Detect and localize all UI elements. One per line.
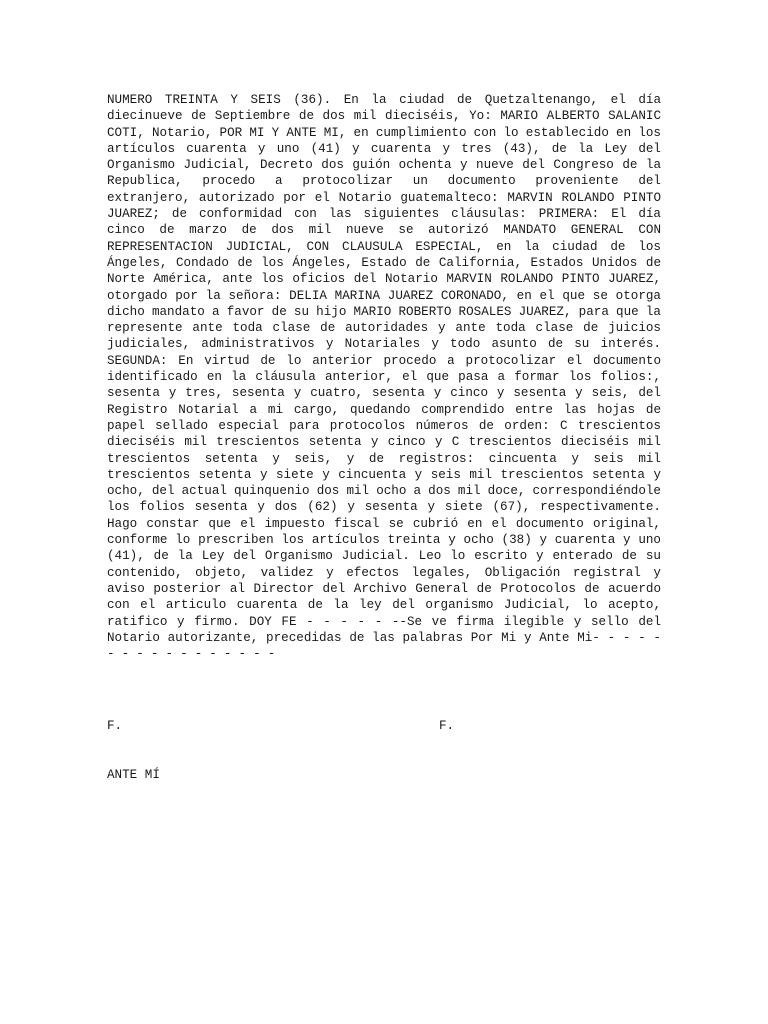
signature-line-left: F. bbox=[107, 719, 123, 733]
protocol-body-text: NUMERO TREINTA Y SEIS (36). En la ciudad de Quetzaltenango, el día diecinueve de Septiembre de dos mil dieciséis, Yo: MARIO ALBERTO SALANIC COTI, Notario, POR MI Y ANTE MI, en cumplimiento con lo establecido en los artículos cuarenta y uno (41) y cuarenta y tres (43), de la Ley del Organismo Judicial, Decreto dos guión ochenta y nueve del Congreso de la Republica, procedo a protocolizar un documento proveniente del extranjero, autorizado por el Notario guatemalteco: MARVIN ROLANDO PINTO JUAREZ; de conformidad con las siguientes cláusulas: PRIMERA: El día cinco de marzo de dos mil nueve se autorizó MANDATO GENERAL CON REPRESENTACION JUDICIAL, CON CLAUSULA ESPECIAL, en la ciudad de los Ángeles, Condado de los Ángeles, Estado de California, Estados Unidos de Norte América, ante los oficios del Notario MARVIN ROLANDO PINTO JUAREZ, otorgado por la señora: DELIA MARINA JUAREZ CORONADO, en el que se otorga dicho mandato a favor de su hijo MARIO ROBERTO ROSALES JUAREZ, para que la represente ante toda clase de autoridades y ante toda clase de juicios judiciales, administrativos y Notariales y todo asunto de su interés. SEGUNDA: En virtud de lo anterior procedo a protocolizar el documento identificado en la cláusula anterior, el que pasa a formar los folios:, sesenta y tres, sesenta y cuatro, sesenta y cinco y sesenta y seis, del Registro Notarial a mi cargo, quedando comprendido entre las hojas de papel sellado especial para protocolos números de orden: C trescientos dieciséis mil trescientos setenta y cinco y C trescientos dieciséis mil trescientos setenta y seis, y de registros: cincuenta y seis mil trescientos setenta y siete y cincuenta y seis mil trescientos setenta y ocho, del actual quinquenio dos mil ocho a dos mil doce, correspondiéndole los folios sesenta y dos (62) y sesenta y siete (67), respectivamente. Hago constar que el impuesto fiscal se cubrió en el documento original, conforme lo prescriben los artículos treinta y ocho (38) y cuarenta y uno (41), de la Ley del Organismo Judicial. Leo lo escrito y enterado de su contenido, objeto, validez y efectos legales, Obligación registral y aviso posterior al Director del Archivo General de Protocolos de acuerdo con el articulo cuarenta de la ley del organismo Judicial, lo acepto, ratifico y firmo. DOY FE - - - - - --Se ve firma ilegible y sello del Notario autorizante, precedidas de las palabras Por Mi y Ante Mi- - - - - - - - - - - - - - - - - bbox=[107, 93, 661, 662]
ante-mi-label: ANTE MÍ bbox=[107, 768, 160, 782]
signature-line-right: F. bbox=[439, 719, 455, 733]
